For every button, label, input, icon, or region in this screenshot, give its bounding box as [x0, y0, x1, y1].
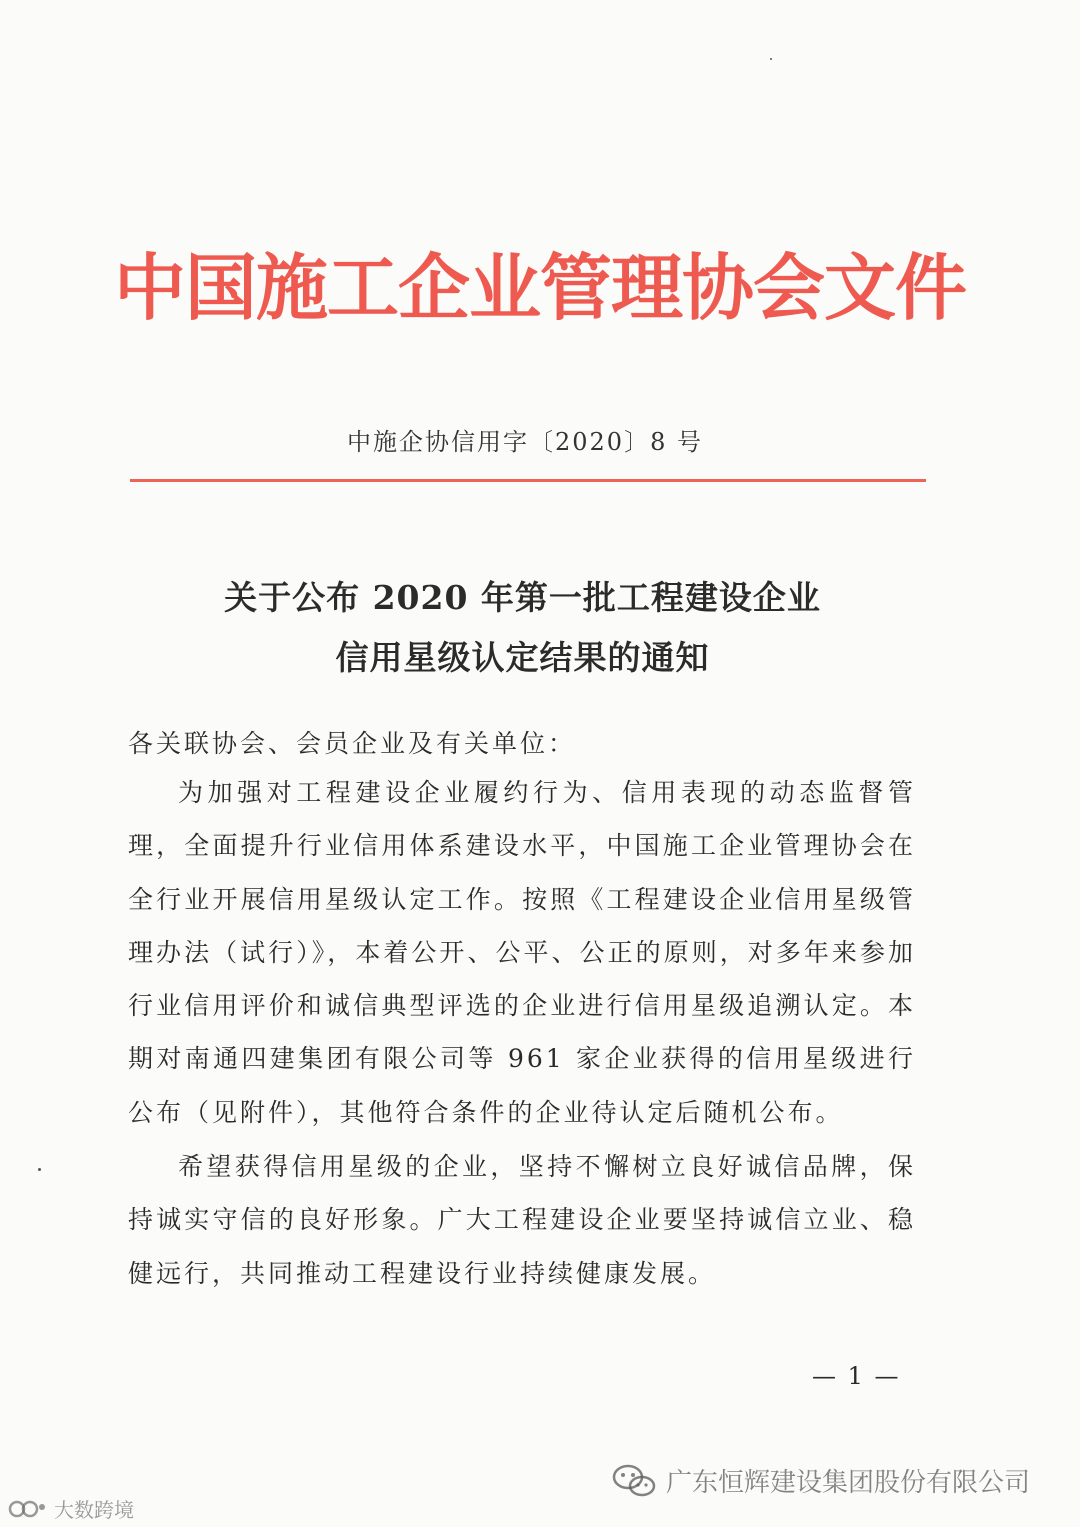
- watermark-left-text: 大数跨境: [54, 1498, 134, 1522]
- body-paragraph-1: 为加强对工程建设企业履约行为、信用表现的动态监督管理，全面提升行业信用体系建设水平，中国施工企业管理协会在全行业开展信用星级认定工作。按照《工程建设企业信用星级管理办法（试行）》，本着公开、公平、公正的原则，对多年来参加行业信用评价和诚信典型评选的企业进行信用星级追溯认定。本期对南通四建集团有限公司等 961 家企业获得的信用星级进行公布（见附件），其他符合条件的企业待认定后随机公布。: [128, 778, 916, 1127]
- document-number: 中施企协信用字〔2020〕8 号: [347, 428, 703, 456]
- scan-speck: [38, 1168, 41, 1171]
- watermark-right-text: 广东恒辉建设集团股份有限公司: [666, 1468, 1031, 1498]
- wechat-icon: [612, 1463, 656, 1499]
- red-rule-divider: [130, 479, 926, 482]
- scan-speck: [770, 58, 772, 60]
- watermark-left: [8, 1494, 134, 1523]
- letterhead: 中国施工企业管理协会文件: [113, 246, 966, 330]
- notice-title-line-1: 关于公布 2020 年第一批工程建设企业: [224, 578, 821, 617]
- salutation: 各关联协会、会员企业及有关单位：: [128, 729, 577, 758]
- brand-logo-icon: [8, 1498, 48, 1520]
- watermark-right: [612, 1462, 1030, 1499]
- notice-title-line-2: 信用星级认定结果的通知: [335, 638, 710, 677]
- page-number: — 1 —: [812, 1362, 901, 1390]
- body-paragraph-2: 希望获得信用星级的企业，坚持不懈树立良好诚信品牌，保持诚实守信的良好形象。广大工程建设企业要坚持诚信立业、稳健远行，共同推动工程建设行业持续健康发展。: [128, 1152, 916, 1288]
